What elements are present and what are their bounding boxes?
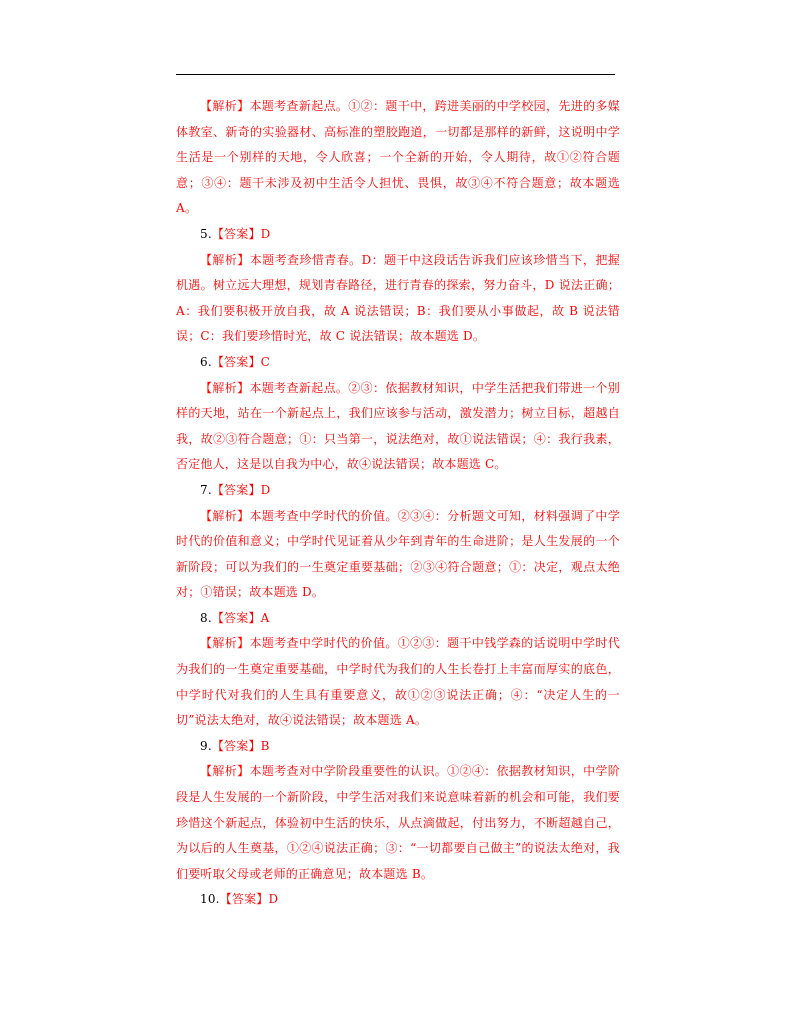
question-number: 5. [200, 226, 212, 241]
question-number: 7. [200, 482, 212, 497]
answer-value: D [260, 482, 271, 497]
answer-value: D [268, 892, 279, 907]
analysis-text: 本题考查中学时代的价值。①②③：题干中钱学森的话说明中学时代为我们的一生奠定重要基础，中学时代为我们的人生长卷打上丰富而厚实的底色，中学时代对我们的人生具有重要意义，故①②③说法正确；④：“决定人生的一切”说法太绝对，故④说法错误；故本题选 A。 [176, 636, 620, 728]
analysis-paragraph-4 [176, 94, 620, 222]
question-number: 9. [200, 738, 212, 753]
answer-tag: 【答案】 [211, 226, 261, 241]
answer-value: B [260, 738, 270, 753]
analysis-text: 本题考查珍惜青春。D：题干中这段话告诉我们应该珍惜当下，把握机遇。树立远大理想，规划青春路径，进行青春的探索，努力奋斗，D 说法正确；A：我们要积极开放自我，故 A 说法错误；B：我们要从小事做起，故 B 说法错误；C：我们要珍惜时光，故 C 说法错误；故本题选 D。 [176, 252, 620, 344]
analysis-text: 本题考查新起点。②③：依据教材知识，中学生活把我们带进一个别样的天地，站在一个新起点上，我们应该参与活动，激发潜力；树立目标，超越自我，故②③符合题意；①：只当第一，说法绝对，故①说法错误；④：我行我素，否定他人，这是以自我为中心，故④说法错误；故本题选 C。 [176, 380, 620, 472]
answer-line-10 [176, 887, 620, 913]
analysis-tag: 【解析】 [200, 99, 250, 113]
answer-line-9 [176, 734, 620, 760]
answer-tag: 【答案】 [219, 892, 269, 907]
answer-key-content [176, 94, 620, 913]
answer-tag: 【答案】 [211, 354, 261, 369]
question-number: 10. [200, 892, 220, 907]
analysis-tag: 【解析】 [200, 636, 250, 651]
answer-tag: 【答案】 [211, 610, 261, 625]
analysis-text: 本题考查对中学阶段重要性的认识。①②④：依据教材知识，中学阶段是人生发展的一个新阶段，中学生活对我们来说意味着新的机会和可能，我们要珍惜这个新起点，体验初中生活的快乐，从点滴做起，付出努力，不断超越自己，为以后的人生奠基，①②④说法正确；③：“一切都要自己做主”的说法太绝对，我们要听取父母或老师的正确意见；故本题选 B。 [176, 764, 620, 881]
analysis-text: 本题考查中学时代的价值。②③④：分析题文可知，材料强调了中学时代的价值和意义；中学时代见证着从少年到青年的生命进阶；是人生发展的一个新阶段；可以为我们的一生奠定重要基础；②③④符合题意；①：决定，观点太绝对；①错误；故本题选 D。 [176, 508, 620, 600]
header-rule [176, 74, 615, 75]
analysis-paragraph-7 [176, 504, 620, 606]
answer-line-6 [176, 350, 620, 376]
answer-tag: 【答案】 [211, 482, 261, 497]
analysis-paragraph-9 [176, 759, 620, 887]
analysis-paragraph-8 [176, 631, 620, 733]
analysis-tag: 【解析】 [200, 252, 250, 267]
analysis-paragraph-6 [176, 376, 620, 478]
answer-tag: 【答案】 [211, 738, 261, 753]
answer-line-5 [176, 222, 620, 248]
analysis-tag: 【解析】 [200, 380, 250, 395]
analysis-tag: 【解析】 [200, 508, 250, 523]
answer-line-7 [176, 478, 620, 504]
question-number: 6. [200, 354, 212, 369]
analysis-paragraph-5 [176, 248, 620, 350]
analysis-tag: 【解析】 [200, 764, 250, 779]
question-number: 8. [200, 610, 212, 625]
answer-value: D [260, 226, 271, 241]
answer-value: A [260, 610, 270, 625]
answer-line-8 [176, 606, 620, 632]
answer-value: C [260, 354, 271, 369]
analysis-text: 本题考查新起点。①②：题干中，跨进美丽的中学校园，先进的多媒体教室、新奇的实验器材、高标准的塑胶跑道，一切都是那样的新鲜，这说明中学生活是一个别样的天地，令人欣喜；一个全新的开始，令人期待，故①②符合题意；③④：题干未涉及初中生活令人担忧、畏惧，故③④不符合题意；故本题选 A。 [176, 99, 620, 216]
